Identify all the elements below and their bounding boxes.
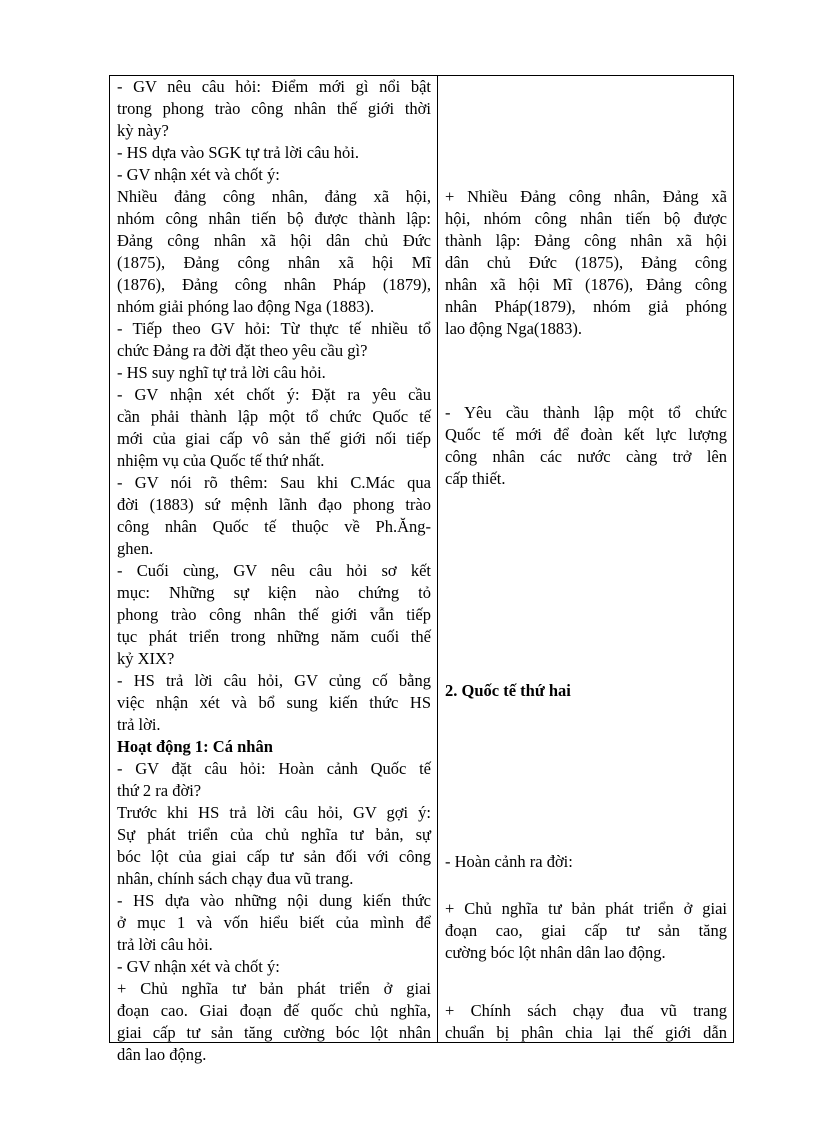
- text-line: - HS trả lời câu hỏi, GV củng cố bằng: [117, 671, 431, 690]
- text-line: trong phong trào công nhân thế giới thời: [117, 99, 431, 118]
- text-line: + Nhiều Đảng công nhân, Đảng xã: [445, 187, 727, 206]
- text-line: công nhân Quốc tế thuộc về Ph.Ăng-: [117, 517, 431, 536]
- text-line: công nhân các nước càng trở lên: [445, 447, 727, 466]
- text-line: nhân Pháp(1879), nhóm giả phóng: [445, 297, 727, 316]
- text-line: phong trào công nhân thế giới vẫn tiếp: [117, 605, 431, 624]
- text-line: - GV nhận xét và chốt ý:: [117, 165, 280, 184]
- text-line: ghen.: [117, 539, 154, 558]
- text-line: chuẩn bị phân chia lại thế giới dẫn: [445, 1023, 727, 1042]
- text-line: ở mục 1 và vốn hiểu biết của mình để: [117, 913, 431, 932]
- text-line: nhóm giải phóng lao động Nga (1883).: [117, 297, 375, 316]
- text-line: - GV nêu câu hỏi: Điểm mới gì nổi bật: [117, 77, 431, 96]
- text-line: + Chủ nghĩa tư bản phát triển ở giai: [117, 979, 431, 998]
- text-line: nhân xã hội Mĩ (1876), Đảng công: [445, 275, 727, 294]
- text-line: bóc lột của giai cấp tư sản đối với công: [117, 847, 431, 866]
- text-line: thành lập: Đảng công nhân xã hội: [445, 231, 727, 250]
- text-line: mới của giai cấp vô sản thế giới nối tiếp: [117, 429, 431, 448]
- text-line: đoạn cao. Giai đoạn đế quốc chủ nghĩa,: [117, 1001, 431, 1020]
- text-line: - GV nhận xét chốt ý: Đặt ra yêu cầu: [117, 385, 431, 404]
- text-line: tục phát triển trong những năm cuối thế: [117, 627, 431, 646]
- text-line: chức Đảng ra đời đặt theo yêu cầu gì?: [117, 341, 368, 360]
- text-line: nhóm công nhân tiến bộ được thành lập:: [117, 209, 431, 228]
- text-line: - Yêu cầu thành lập một tổ chức: [445, 403, 727, 422]
- text-line: cấp thiết.: [445, 469, 506, 488]
- knowledge-content-column: [438, 76, 733, 1042]
- text-line: - HS dựa vào những nội dung kiến thức: [117, 891, 431, 910]
- text-line: + Chính sách chạy đua vũ trang: [445, 1001, 727, 1020]
- activity-heading: Hoạt động 1: Cá nhân: [117, 737, 273, 756]
- text-line: Nhiều đảng công nhân, đảng xã hội,: [117, 187, 431, 206]
- text-line: dân lao động.: [117, 1045, 207, 1064]
- text-line: - GV nói rõ thêm: Sau khi C.Mác qua: [117, 473, 431, 492]
- section-heading: 2. Quốc tế thứ hai: [445, 681, 571, 700]
- text-line: - Cuối cùng, GV nêu câu hỏi sơ kết: [117, 561, 431, 580]
- text-line: hội, nhóm công nhân tiến bộ được: [445, 209, 727, 228]
- text-line: - Tiếp theo GV hỏi: Từ thực tế nhiều tổ: [117, 319, 431, 338]
- text-line: cường bóc lột nhân dân lao động.: [445, 943, 666, 962]
- text-line: + Chủ nghĩa tư bản phát triển ở giai: [445, 899, 727, 918]
- text-line: kỳ này?: [117, 121, 169, 140]
- text-line: Quốc tế mới để đoàn kết lực lượng: [445, 425, 727, 444]
- text-line: (1876), Đảng công nhân Pháp (1879),: [117, 275, 431, 294]
- text-line: giai cấp tư sản tăng cường bóc lột nhân: [117, 1023, 431, 1042]
- text-line: - HS dựa vào SGK tự trả lời câu hỏi.: [117, 143, 359, 162]
- text-line: cần phải thành lập một tổ chức Quốc tế: [117, 407, 431, 426]
- text-line: trả lời.: [117, 715, 161, 734]
- text-line: đoạn cao, giai cấp tư sản tăng: [445, 921, 727, 940]
- text-line: Đảng công nhân xã hội dân chủ Đức: [117, 231, 431, 250]
- text-line: thứ 2 ra đời?: [117, 781, 202, 800]
- text-line: - HS suy nghĩ tự trả lời câu hỏi.: [117, 363, 326, 382]
- text-line: (1875), Đảng công nhân xã hội Mĩ: [117, 253, 431, 272]
- lesson-table: [109, 75, 734, 1064]
- text-line: - GV nhận xét và chốt ý:: [117, 957, 280, 976]
- text-line: dân chủ Đức (1875), Đảng công: [445, 253, 727, 272]
- text-line: kỷ XIX?: [117, 649, 175, 668]
- text-line: việc nhận xét và bổ sung kiến thức HS: [117, 693, 431, 712]
- text-line: lao động Nga(1883).: [445, 319, 583, 338]
- text-line: mục: Những sự kiện nào chứng tỏ: [117, 583, 431, 602]
- text-line: Sự phát triển của chủ nghĩa tư bản, sự: [117, 825, 431, 844]
- text-line: - Hoàn cảnh ra đời:: [445, 852, 573, 871]
- text-line: nhân, chính sách chạy đua vũ trang.: [117, 869, 354, 888]
- text-line: - GV đặt câu hỏi: Hoàn cảnh Quốc tế: [117, 759, 431, 778]
- text-line: trả lời câu hỏi.: [117, 935, 213, 954]
- text-line: nhiệm vụ của Quốc tế thứ nhất.: [117, 451, 325, 470]
- teacher-student-activities-column: [110, 76, 437, 1064]
- text-line: đời (1883) sứ mệnh lãnh đạo phong trào: [117, 495, 431, 514]
- text-line: Trước khi HS trả lời câu hỏi, GV gợi ý:: [117, 803, 431, 822]
